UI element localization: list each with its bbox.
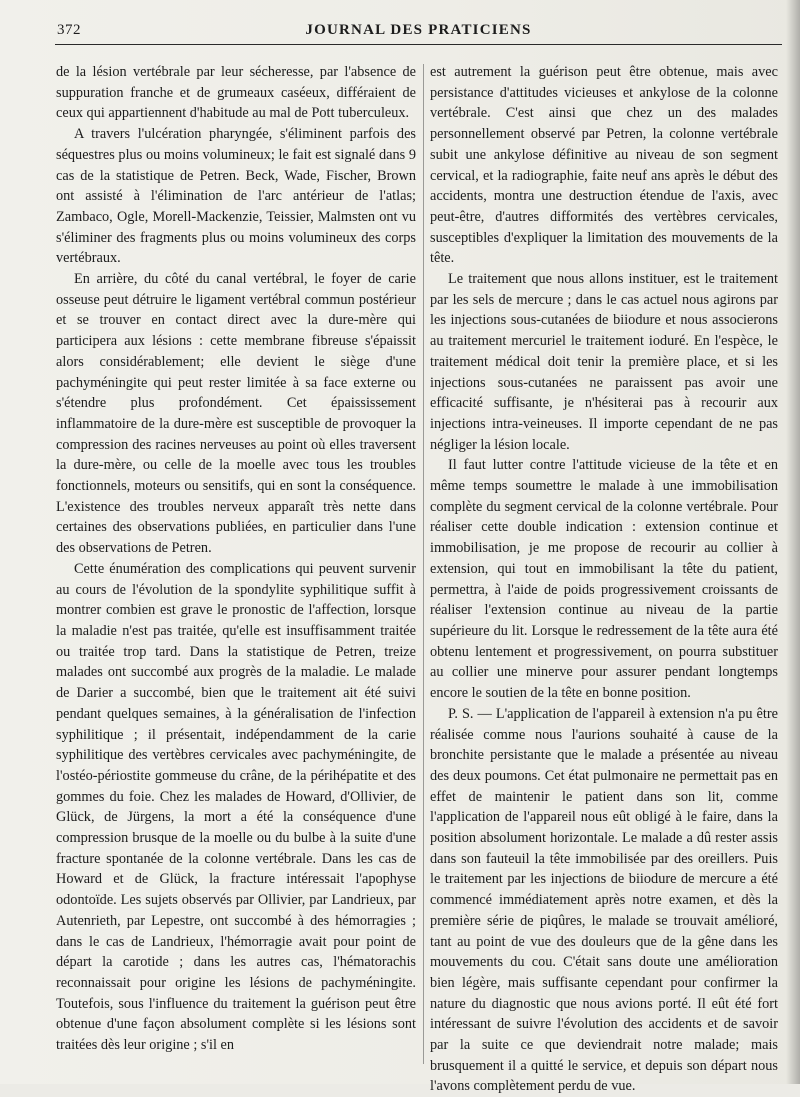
paragraph: Il faut lutter contre l'attitude vicieuse de la tête et en même temps soumettre le malade à une immobilisation complète du segment cervical de la colonne vertébrale. Pour réaliser cette double indication : extension continue et immobilisation, je me propose de recourir au collier à extension, qui tout en immobilisant la tête du patient, permettra, à l'aide de poids progressivement croissants de réaliser l'extension continue au niveau de la partie supérieure du lit. Lorsque le redressement de la tête aura été obtenu lentement et progressivement, on pourra substituer au collier une minerve pour assurer pendant longtemps encore le soutien de la tête en bonne position. [430,457,778,702]
paragraph: de la lésion vertébrale par leur sécheresse, par l'absence de suppuration franche et de grumeaux caséeux, différaient de ceux qui appartiennent d'habitude au mal de Pott tuberculeux. [56,64,416,122]
paragraph: A travers l'ulcération pharyngée, s'éliminent parfois des séquestres plus ou moins volumineux; le fait est signalé dans 9 cas de la statistique de Petren. Beck, Wade, Fischer, Brown ont assisté à l'élimination de l'arc antérieur de l'atlas; Zambaco, Ogle, Morell-Mackenzie, Teissier, Malmsten ont vu s'éliminer des fragments plus ou moins volumineux des corps vertébraux. [56,126,416,267]
paragraph: P. S. — L'application de l'appareil à extension n'a pu être réalisée comme nous l'aurions souhaité à cause de la bronchite persistante que le malade a présentée au niveau des deux poumons. Cet état pulmonaire ne permettait pas en effet de maintenir le patient dans son lit, comme l'application de l'appareil nous eût obligé à le faire, dans la position absolument horizontale. Le malade a dû rester assis dans son fauteuil la tête immobilisée par des oreillers. Puis le traitement par les injections de biiodure de mercure a été commencé immédiatement après notre examen, et dès la première série de piqûres, le malade se trouvait amélioré, tant au point de vue des douleurs que de la gêne dans les mouvements du cou. C'était sans doute une amélioration bien légère, mais suffisante cependant pour confirmer la nature du diagnostic que nous avions porté. Il eût été fort intéressant de suivre l'évolution des accidents et de savoir par la suite ce que deviendrait notre malade; mais brusquement il a quitté le service, et depuis son départ nous l'avons complètement perdu de vue. [430,705,778,1095]
paragraph: En arrière, du côté du canal vertébral, le foyer de carie osseuse peut détruire le ligament vertébral commun postérieur et se trouver en contact direct avec la dure-mère qui participera aux lésions : cette membrane fibreuse s'épaissit alors considérablement; elle devient le siège d'une pachyméningite qui peut rester limitée à sa face externe ou s'étendre plus profondément. Cet épaississement inflammatoire de la dure-mère est susceptible de provoquer la compression des racines nerveuses au point où elles traversent la dure-mère, ou celle de la moelle avec tous les troubles fonctionnels, moteurs ou sensitifs, qui en sont la conséquence. L'existence des troubles nerveux apparaît très nette dans certaines des observations publiées, en particulier dans l'une des observations de Petren. [56,271,416,557]
right-column [430,62,778,1097]
page-header [55,20,782,45]
page-number: 372 [57,22,81,38]
left-column [56,62,416,1056]
paragraph: est autrement la guérison peut être obtenue, mais avec persistance d'attitudes vicieuses et ankylose de la colonne vertébrale. C'est ainsi que chez un des malades personnellement observé par Petren, la colonne vertébrale subit une ankylose définitive au niveau de son segment cervical, et la radiographie, faite neuf ans après le début des accidents, montra une destruction étendue de l'axis, avec peut-être, d'autres difformités des vertèbres cervicales, susceptibles d'expliquer la limitation des mouvements de la tête. [430,64,778,267]
column-divider [423,64,424,1064]
page-edge-shadow [786,0,800,1084]
paragraph: Cette énumération des complications qui peuvent survenir au cours de l'évolution de la spondylite syphilitique suffit à montrer combien est grave le pronostic de l'affection, lorsque la maladie n'est pas traitée, qu'elle est insuffisamment traitée ou traitée trop tard. Dans la statistique de Petren, treize malades ont succombé aux progrès de la maladie. Le malade de Darier a succombé, bien que le traitement ait été suivi pendant quelques semaines, à la généralisation de l'infection syphilitique ; il présentait, indépendamment de la carie syphilitique des vertèbres cervicales avec pachyméningite, de l'ostéo-périostite gommeuse du crâne, de la périhépatite et des gommes du foie. Chez les malades de Howard, d'Ollivier, de Glück, de Jürgens, la mort a été la conséquence d'une compression brusque de la moelle ou du bulbe à la suite d'une fracture spontanée de la colonne vertébrale. Dans les cas de Howard et de Glück, la fracture intéressait l'apophyse odontoïde. Les sujets observés par Ollivier, par Landrieux, par Autenrieth, par Lepestre, ont succombé à des hémorragies ; dans le cas de Landrieux, l'hémorragie avait pour point de départ la carotide ; dans les autres cas, l'hématorachis reconnaissait pour origine les lésions de pachyméningite. Toutefois, sous l'influence du traitement la guérison peut être obtenue d'une façon absolument complète si les lésions sont traitées dès leur origine ; s'il en [56,560,416,1054]
running-title: JOURNAL DES PRATICIENS [305,22,532,38]
paragraph: Le traitement que nous allons instituer, est le traitement par les sels de mercure ; dans le cas actuel nous agirons par les injections sous-cutanées de biiodure et nous associerons au traitement mercuriel le traitement ioduré. En l'espèce, le traitement médical doit tenir la première place, et si les injections sous-cutanées ne paraissent pas avoir une efficacité suffisante, je n'hésiterai pas à recourir aux injections intra-veineuses. Il importe cependant de ne pas négliger la lésion locale. [430,271,778,453]
